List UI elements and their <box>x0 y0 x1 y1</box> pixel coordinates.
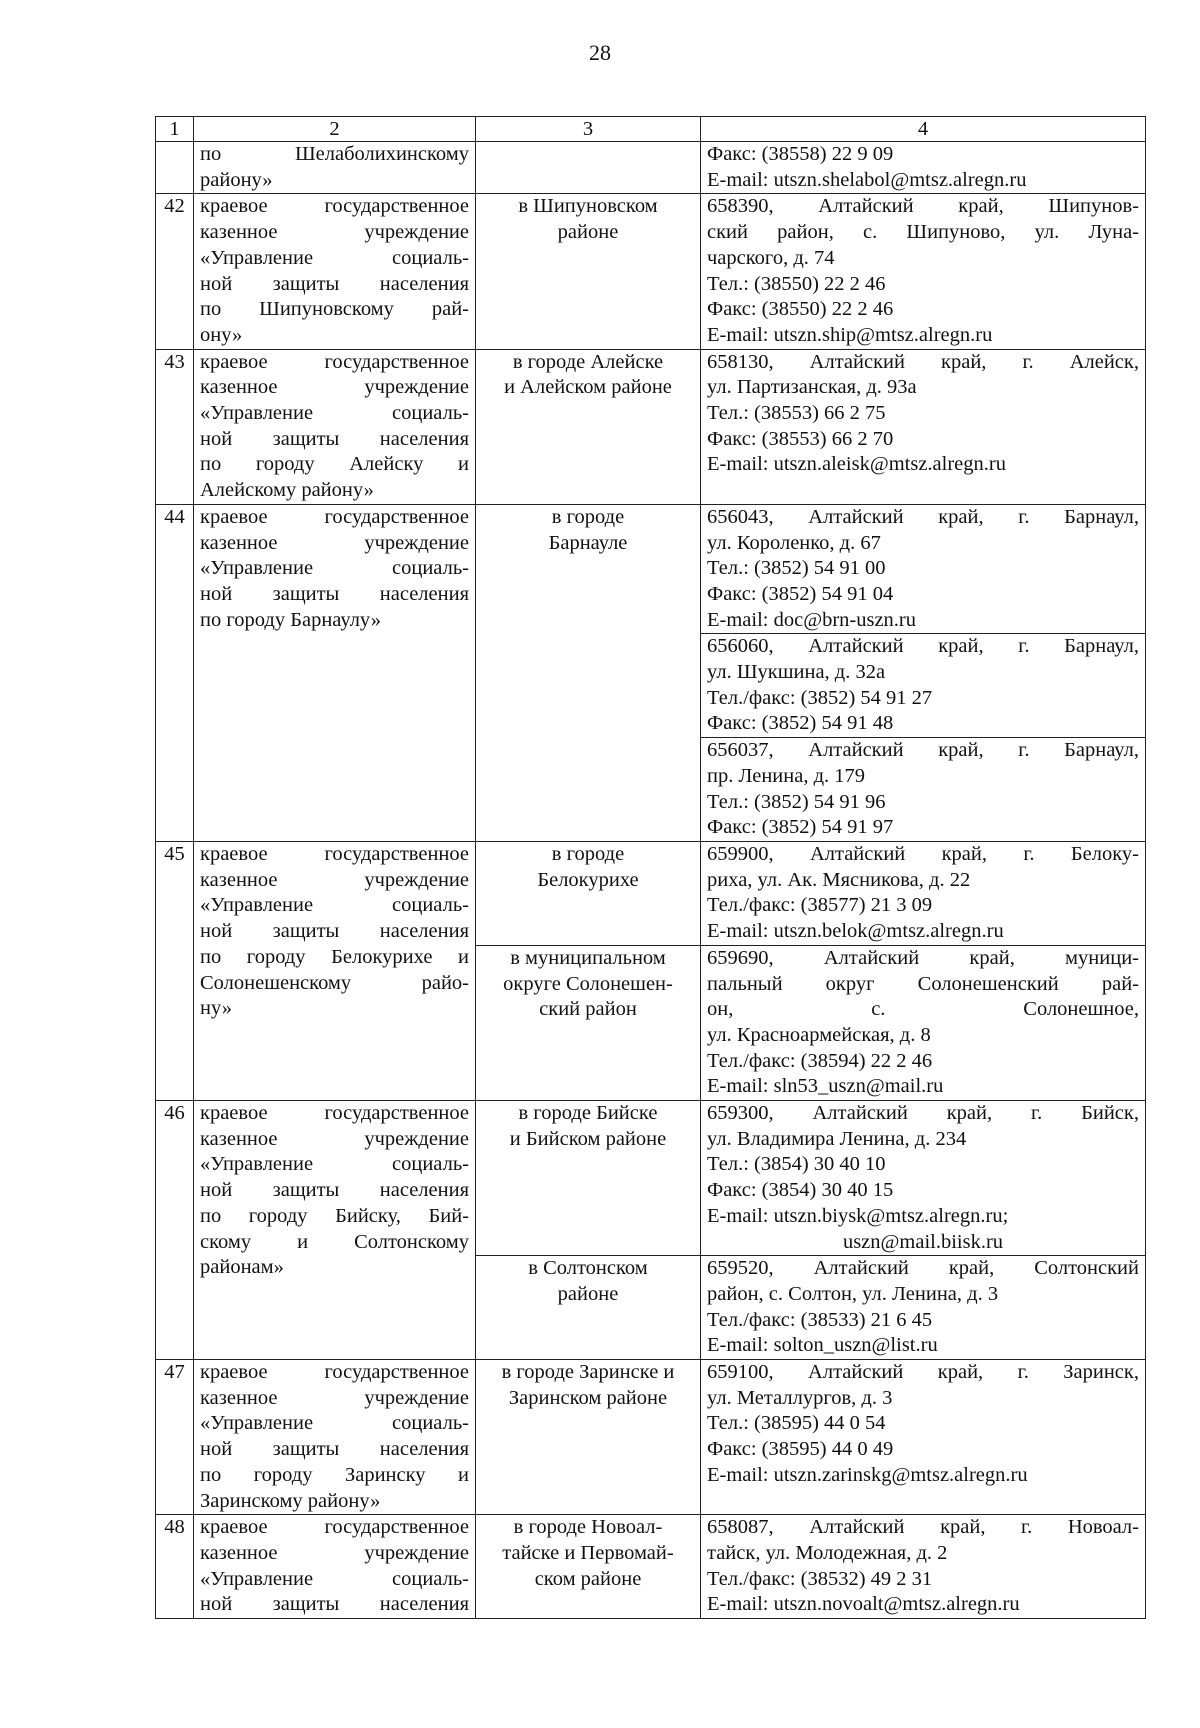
contact-cell <box>701 194 1146 349</box>
column-header: 1 <box>156 117 194 142</box>
text-line: ский район <box>539 998 637 1021</box>
row-number-cell: 42 <box>156 194 194 349</box>
service-area-cell <box>476 945 701 1100</box>
text-line: 658390, Алтайский край, Шипунов- <box>707 195 1139 218</box>
text-line: ул. Шукшина, д. 32а <box>707 661 886 684</box>
row-number-cell: 47 <box>156 1360 194 1515</box>
text-line: Тел.: (38550) 22 2 46 <box>707 272 886 295</box>
text-line: Тел./факс: (38533) 21 6 45 <box>707 1308 933 1331</box>
text-line: Факс: (3852) 54 91 48 <box>707 712 894 735</box>
text-line: округе Солонешен- <box>503 972 673 995</box>
contact-cell <box>701 738 1146 842</box>
text-line: Факс: (3854) 30 40 15 <box>707 1179 894 1202</box>
text-line: 659300, Алтайский край, г. Бийск, <box>707 1102 1139 1125</box>
text-line: Тел./факс: (3852) 54 91 27 <box>707 686 933 709</box>
table-row <box>156 504 1146 634</box>
text-line: ул. Короленко, д. 67 <box>707 531 881 554</box>
text-line: краевое государственное <box>200 1361 469 1384</box>
contact-cell <box>701 634 1146 738</box>
contact-cell <box>701 1515 1146 1619</box>
table-row <box>156 841 1146 945</box>
text-line: Тел.: (38553) 66 2 75 <box>707 402 886 425</box>
text-line: казенное учреждение <box>200 1386 469 1409</box>
page-number: 28 <box>589 40 611 65</box>
row-number-cell: 48 <box>156 1515 194 1619</box>
table-row <box>156 1101 1146 1256</box>
text-line: району» <box>200 168 273 191</box>
text-line: казенное учреждение <box>200 221 469 244</box>
text-line: ной защиты населения <box>200 582 469 605</box>
table-row <box>156 349 1146 504</box>
contact-cell <box>701 504 1146 634</box>
text-line: Тел.: (38595) 44 0 54 <box>707 1412 886 1435</box>
text-line: в городе <box>551 842 625 865</box>
text-line: ском районе <box>534 1567 642 1590</box>
column-header: 2 <box>194 117 476 142</box>
text-line: по городу Заринску и <box>200 1463 469 1486</box>
text-line: ул. Металлургов, д. 3 <box>707 1386 893 1409</box>
contact-cell <box>701 349 1146 504</box>
text-line: в городе Алейске <box>512 350 664 373</box>
text-line: «Управление социаль- <box>200 894 469 917</box>
text-line: в Солтонском <box>528 1257 648 1280</box>
text-line: районе <box>557 221 619 244</box>
table-header-row <box>156 117 1146 142</box>
service-area-cell <box>476 194 701 349</box>
contact-cell <box>701 1101 1146 1256</box>
service-area-cell <box>476 1515 701 1619</box>
text-line: Заринском районе <box>508 1386 668 1409</box>
text-line: Алейскому району» <box>200 479 374 502</box>
text-line: Тел./факс: (38532) 49 2 31 <box>707 1567 933 1590</box>
column-header: 4 <box>701 117 1146 142</box>
text-line: скому и Солтонскому <box>200 1230 469 1253</box>
text-line: он, с. Солонешное, <box>707 998 1139 1021</box>
text-line: Факс: (38550) 22 2 46 <box>707 298 894 321</box>
service-area-cell <box>476 349 701 504</box>
text-line: ной защиты населения <box>200 1593 469 1616</box>
service-area-cell <box>476 1256 701 1360</box>
institution-name-cell <box>194 1360 476 1515</box>
text-line: по Шипуновскому рай- <box>200 298 469 321</box>
text-line: в городе Заринске и <box>501 1361 675 1384</box>
text-line: районам» <box>200 1256 284 1279</box>
text-line: 656037, Алтайский край, г. Барнаул, <box>707 739 1139 762</box>
text-line: «Управление социаль- <box>200 246 469 269</box>
text-line: E-mail: utszn.ship@mtsz.alregn.ru <box>707 323 993 346</box>
text-line: район, с. Солтон, ул. Ленина, д. 3 <box>707 1282 999 1305</box>
text-line: ну» <box>200 997 232 1020</box>
text-line: Тел./факс: (38594) 22 2 46 <box>707 1049 933 1072</box>
table-row <box>156 142 1146 194</box>
contact-cell <box>701 1360 1146 1515</box>
text-line: Факс: (3852) 54 91 04 <box>707 582 894 605</box>
text-line: Факс: (3852) 54 91 97 <box>707 816 894 839</box>
text-line: краевое государственное <box>200 350 469 373</box>
text-line: Заринскому району» <box>200 1489 381 1512</box>
column-header: 3 <box>476 117 701 142</box>
text-line: E-mail: solton_uszn@list.ru <box>707 1334 938 1357</box>
text-line: тайск, ул. Молодежная, д. 2 <box>707 1541 948 1564</box>
text-line: в муниципальном <box>510 946 666 969</box>
institutions-table <box>155 116 1146 1619</box>
text-line: ул. Партизанская, д. 93а <box>707 376 917 399</box>
text-line: краевое государственное <box>200 505 469 528</box>
text-line: 659900, Алтайский край, г. Белоку- <box>707 842 1139 865</box>
text-line: и Бийском районе <box>509 1127 667 1150</box>
text-line: тайске и Первомай- <box>502 1541 674 1564</box>
text-line: 659690, Алтайский край, муници- <box>707 946 1139 969</box>
institution-name-cell <box>194 841 476 1100</box>
row-number-cell: 43 <box>156 349 194 504</box>
text-line: Белокурихе <box>537 868 639 891</box>
text-line: краевое государственное <box>200 1102 469 1125</box>
row-number-cell: 44 <box>156 504 194 841</box>
text-line: казенное учреждение <box>200 376 469 399</box>
text-line: ул. Владимира Ленина, д. 234 <box>707 1127 967 1150</box>
text-line: E-mail: utszn.zarinskg@mtsz.alregn.ru <box>707 1463 1028 1486</box>
institution-name-cell <box>194 142 476 194</box>
text-line: E-mail: utszn.belok@mtsz.alregn.ru <box>707 920 1004 943</box>
institution-name-cell <box>194 1515 476 1619</box>
text-line: в городе Бийске <box>518 1102 658 1125</box>
text-line: краевое государственное <box>200 195 469 218</box>
institution-name-cell <box>194 194 476 349</box>
row-number-cell: 46 <box>156 1101 194 1360</box>
text-line: E-mail: doc@brn-uszn.ru <box>707 608 917 631</box>
text-line: по городу Барнаулу» <box>200 608 381 631</box>
text-line: Барнауле <box>548 531 628 554</box>
text-line: «Управление социаль- <box>200 402 469 425</box>
institution-name-cell <box>194 349 476 504</box>
text-line: по городу Бийску, Бий- <box>200 1204 469 1227</box>
institution-name-cell <box>194 504 476 841</box>
text-line: пр. Ленина, д. 179 <box>707 764 866 787</box>
row-number-cell: 45 <box>156 841 194 1100</box>
text-line: в городе <box>551 505 625 528</box>
table-row <box>156 1360 1146 1515</box>
text-line: E-mail: sln53_uszn@mail.ru <box>707 1075 944 1098</box>
service-area-cell <box>476 841 701 945</box>
text-line: Факс: (38595) 44 0 49 <box>707 1438 894 1461</box>
text-line: ский район, с. Шипуново, ул. Луна- <box>707 221 1139 244</box>
text-line: 656060, Алтайский край, г. Барнаул, <box>707 635 1139 658</box>
text-line: краевое государственное <box>200 1516 469 1539</box>
text-line: по городу Алейску и <box>200 453 469 476</box>
text-line: Факс: (38558) 22 9 09 <box>707 143 894 165</box>
text-line: E-mail: utszn.biysk@mtsz.alregn.ru; <box>707 1204 1009 1227</box>
text-line: пальный округ Солонешенский рай- <box>707 972 1139 995</box>
contact-cell <box>701 1256 1146 1360</box>
text-line: «Управление социаль- <box>200 557 469 580</box>
text-line: Тел.: (3852) 54 91 00 <box>707 557 886 580</box>
text-line: Тел.: (3852) 54 91 96 <box>707 790 886 813</box>
text-line: «Управление социаль- <box>200 1412 469 1435</box>
contact-cell <box>701 945 1146 1100</box>
row-number-cell <box>156 142 194 194</box>
text-line: 658087, Алтайский край, г. Новоал- <box>707 1516 1139 1539</box>
text-line: Тел./факс: (38577) 21 3 09 <box>707 894 933 917</box>
institution-name-cell <box>194 1101 476 1360</box>
text-line: в городе Новоал- <box>513 1516 663 1539</box>
text-line: E-mail: utszn.aleisk@mtsz.alregn.ru <box>707 453 1006 476</box>
text-line: по городу Белокурихе и <box>200 945 469 968</box>
text-line: чарского, д. 74 <box>707 246 835 269</box>
text-line: казенное учреждение <box>200 1127 469 1150</box>
text-line: Солонешенскому райо- <box>200 971 469 994</box>
text-line: казенное учреждение <box>200 531 469 554</box>
text-line: uszn@mail.biisk.ru <box>842 1230 1004 1253</box>
text-line: районе <box>557 1282 619 1305</box>
table-row <box>156 194 1146 349</box>
text-line: казенное учреждение <box>200 868 469 891</box>
service-area-cell <box>476 1360 701 1515</box>
service-area-cell <box>476 142 701 194</box>
text-line: ону» <box>200 323 243 346</box>
table-row <box>156 1515 1146 1619</box>
text-line: ной защиты населения <box>200 920 469 943</box>
text-line: «Управление социаль- <box>200 1567 469 1590</box>
text-line: E-mail: utszn.shelabol@mtsz.alregn.ru <box>707 168 1027 191</box>
text-line: по Шелаболихинскому <box>200 143 469 165</box>
text-line: 656043, Алтайский край, г. Барнаул, <box>707 505 1139 528</box>
contact-cell <box>701 142 1146 194</box>
text-line: краевое государственное <box>200 842 469 865</box>
service-area-cell <box>476 1101 701 1256</box>
text-line: 658130, Алтайский край, г. Алейск, <box>707 350 1139 373</box>
text-line: в Шипуновском <box>518 195 658 218</box>
text-line: Факс: (38553) 66 2 70 <box>707 427 894 450</box>
text-line: «Управление социаль- <box>200 1153 469 1176</box>
text-line: Тел.: (3854) 30 40 10 <box>707 1153 886 1176</box>
text-line: ной защиты населения <box>200 427 469 450</box>
text-line: ной защиты населения <box>200 1438 469 1461</box>
text-line: 659100, Алтайский край, г. Заринск, <box>707 1361 1139 1384</box>
contact-cell <box>701 841 1146 945</box>
text-line: E-mail: utszn.novoalt@mtsz.alregn.ru <box>707 1593 1020 1616</box>
text-line: ул. Красноармейская, д. 8 <box>707 1023 931 1046</box>
text-line: ной защиты населения <box>200 1179 469 1202</box>
text-line: 659520, Алтайский край, Солтонский <box>707 1257 1139 1280</box>
text-line: и Алейском районе <box>504 376 672 399</box>
text-line: ной защиты населения <box>200 272 469 295</box>
text-line: казенное учреждение <box>200 1541 469 1564</box>
text-line: риха, ул. Ак. Мясникова, д. 22 <box>707 868 971 891</box>
service-area-cell <box>476 504 701 841</box>
